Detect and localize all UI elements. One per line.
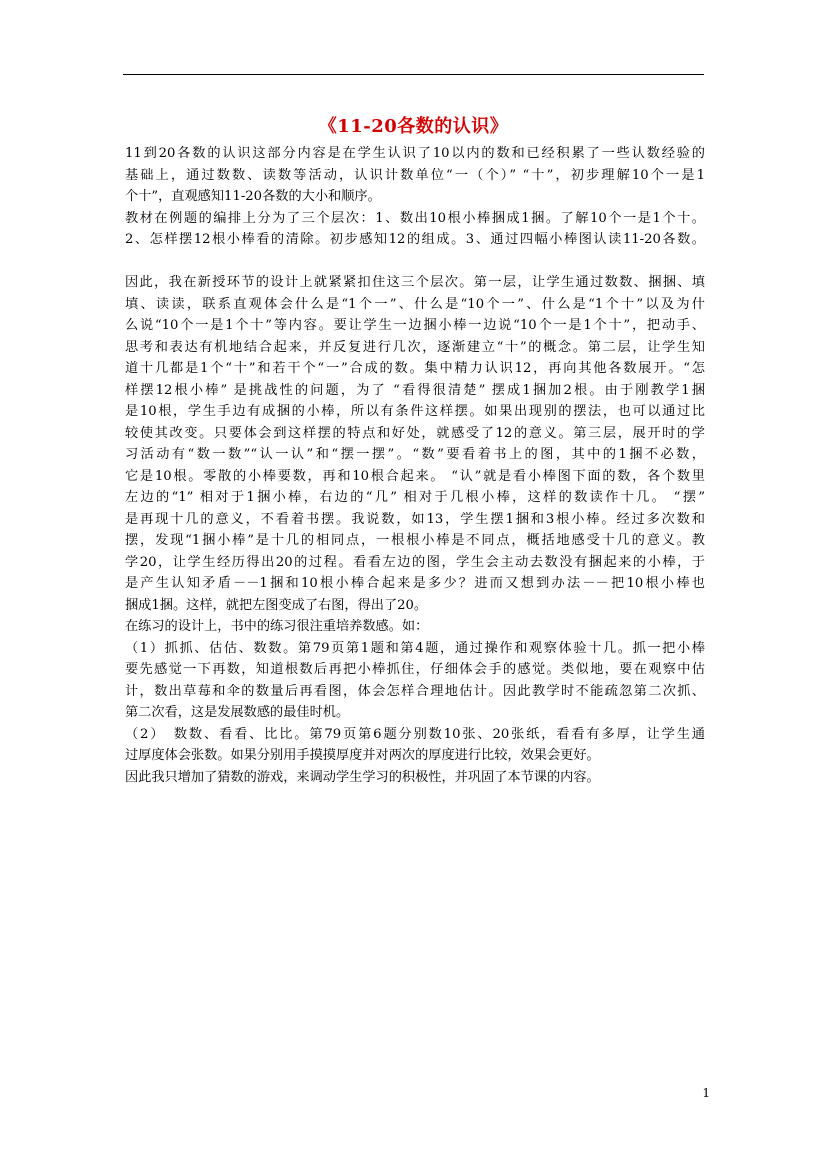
document-title: 《11-20各数的认识》: [318, 116, 509, 137]
text-line: 是产生认知矛盾－－1捆和10根小棒合起来是多少？进而又想到办法－－把10根小棒也: [125, 576, 705, 591]
header-rule: [123, 74, 704, 75]
text-line: 第二次看，这是发展数感的最佳时机。: [125, 705, 350, 720]
text-line: 11到20各数的认识这部分内容是在学生认识了10以内的数和已经积累了一些认数经验的: [125, 146, 705, 161]
text-line: 习活动有“数一数”“认一认”和“摆一摆”。“数”要看着书上的图，其中的1捆不必数，: [125, 447, 705, 462]
text-line: 要先感觉一下再数，知道根数后再把小棒抓住，仔细体会手的感觉。类似地，要在观察中估: [125, 662, 705, 677]
text-line: 捆成1捆。这样，就把左图变成了右图，得出了20。: [125, 597, 428, 613]
text-line: 基础上，通过数数、读数等活动，认识计数单位“一（个）” “十”，初步理解10个一是1: [125, 167, 705, 183]
text-line: 道十几都是1个“十”和若干个“一”合成的数。集中精力认识12，再向其他各数展开。“怎: [125, 361, 705, 376]
text-line: 因此我只增加了猜数的游戏，来调动学生学习的积极性，并巩固了本节课的内容。: [125, 769, 600, 785]
text-line: 教材在例题的编排上分为了三个层次：1、数出10根小棒捆成1捆。了解10个一是1个十。: [125, 210, 705, 226]
paragraph-gap: [125, 251, 705, 273]
text-line: 填、读读，联系直观体会什么是“1个一”、什么是“10个一”、什么是“1个十”以及为什: [125, 296, 705, 312]
text-line: 它是10根。零散的小棒要数，再和10根合起来。 “认”就是看小棒图下面的数，各个数里: [125, 468, 705, 484]
text-line: 是再现十几的意义，不看着书摆。我说数，如13，学生摆1捆和3根小棒。经过多次数和: [125, 511, 705, 527]
text-line: 在练习的设计上，书中的练习很注重培养数感。如：: [125, 619, 429, 634]
text-line: 思考和表达有机地结合起来，并反复进行几次，逐渐建立“十”的概念。第二层，让学生知: [125, 339, 705, 355]
text-line: 计，数出草莓和伞的数量后再看图，体会怎样合理地估计。因此教学时不能疏忽第二次抓、: [125, 683, 705, 699]
text-line: 样摆12根小棒” 是挑战性的问题，为了 “看得很清楚” 摆成1捆加2根。由于刚教学1捆: [125, 382, 705, 398]
text-line: 左边的“1” 相对于1捆小棒，右边的“几” 相对于几根小棒，这样的数读作十几。 “摆”: [125, 490, 705, 505]
text-line: 因此，我在新授环节的设计上就紧紧扣住这三个层次。第一层，让学生通过数数、捆捆、填: [125, 275, 705, 290]
document-body: [125, 143, 705, 788]
text-line: 2、怎样摆12根小棒看的清除。初步感知12的组成。3、通过四幅小棒图认读11-20各数。: [125, 232, 705, 247]
text-line: 个十”，直观感知11-20各数的大小和顺序。: [125, 189, 381, 204]
text-line: 过厚度体会张数。如果分别用手摸摸厚度并对两次的厚度进行比较，效果会更好。: [125, 748, 600, 763]
text-line: 学20，让学生经历得出20的过程。看看左边的图，学生会主动去数没有捆起来的小棒，于: [125, 554, 705, 570]
text-line: （1）抓抓、估估、数数。第79页第1题和第4题，通过操作和观察体验十几。抓一把小棒: [125, 640, 705, 656]
text-line: 较使其改变。只要体会到这样摆的特点和好处，就感受了12的意义。第三层，展开时的学: [125, 425, 705, 441]
page-number: 1: [702, 1086, 710, 1100]
text-line: （2） 数数、看看、比比。第79页第6题分别数10张、20张纸，看看有多厚，让学生通: [125, 726, 705, 742]
text-line: 是10根，学生手边有成捆的小棒，所以有条件这样摆。如果出现别的摆法，也可以通过比: [125, 404, 705, 419]
text-line: 摆，发现“1捆小棒”是十几的相同点，一根根小棒是不同点，概括地感受十几的意义。教: [125, 533, 705, 548]
text-line: 么说“10个一是1个十”等内容。要让学生一边捆小棒一边说“10个一是1个十”，把动手、: [125, 318, 705, 333]
